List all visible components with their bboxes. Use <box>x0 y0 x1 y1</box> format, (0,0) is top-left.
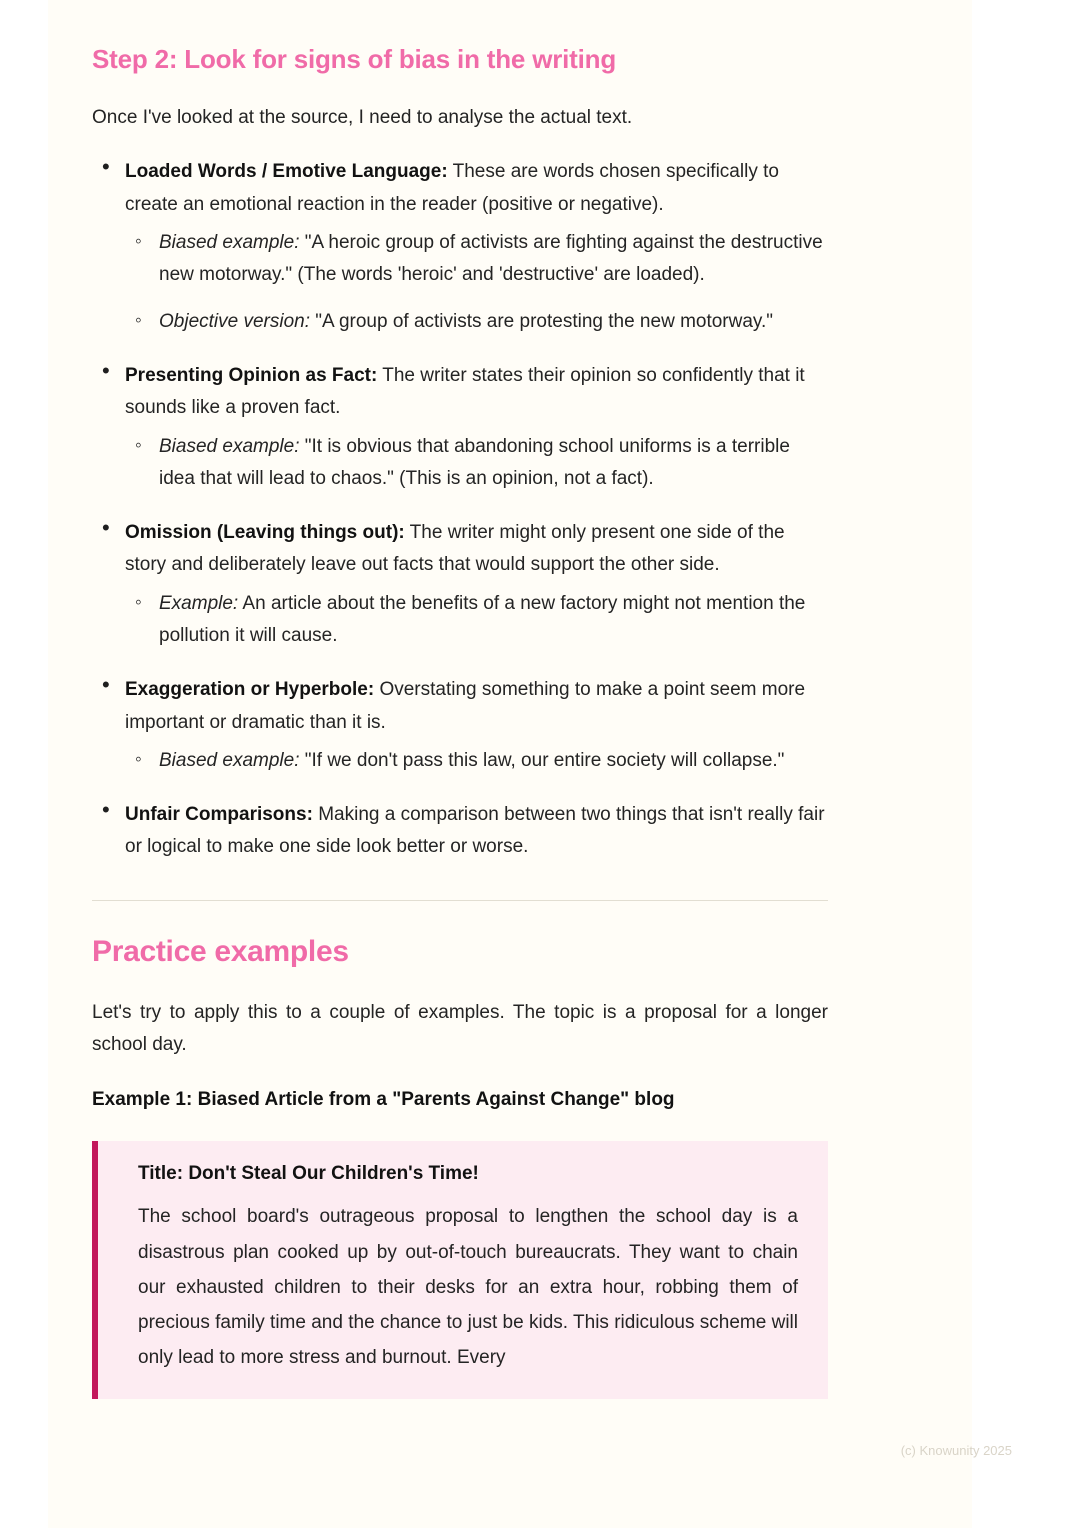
right-margin <box>972 0 1080 1528</box>
sub-item-text: "It is obvious that abandoning school uniforms is a terrible idea that will lead to chaos." (This is an opinion, not a fact). <box>159 435 790 489</box>
quote-title: Title: Don't Steal Our Children's Time! <box>138 1163 479 1185</box>
bias-item-term: Unfair Comparisons: <box>125 804 313 826</box>
list-item <box>92 360 828 495</box>
section-divider <box>92 900 828 901</box>
document-content <box>92 44 828 1399</box>
list-item <box>92 799 828 864</box>
bias-sub-list <box>125 227 828 338</box>
bias-sub-list <box>125 588 828 653</box>
list-item <box>125 588 828 653</box>
bias-item-body: The writer states their opinion so confidently that it sounds like a proven fact. <box>125 364 805 419</box>
watermark: (c) Knowunity 2025 <box>900 1443 1012 1458</box>
bias-item-text <box>125 674 828 739</box>
bias-item-body: Overstating something to make a point seem more important or dramatic than it is. <box>125 679 806 733</box>
sub-item-label: Example: <box>159 592 239 614</box>
bias-signs-list <box>92 156 828 863</box>
bias-item-term: Presenting Opinion as Fact: <box>125 364 378 386</box>
step-heading: Step 2: Look for signs of bias in the writing <box>92 44 617 74</box>
bias-item-term: Loaded Words / Emotive Language: <box>125 161 448 183</box>
list-item <box>125 306 828 338</box>
list-item <box>92 517 828 652</box>
quote-body: The school board's outrageous proposal to lengthen the school day is a disastrous plan cooked up by out-of-touch bureaucrats. They want to chain our exhausted children to their desks for an extra hour, robbing them of precious family time and the chance to just be kids. This ridiculous scheme will only lead to more stress and burnout. Every <box>138 1206 798 1368</box>
list-item <box>125 745 828 777</box>
practice-heading: Practice examples <box>92 934 349 968</box>
bias-sub-list <box>125 745 828 777</box>
sub-item-label: Biased example: <box>159 749 300 771</box>
bias-item-text <box>125 156 828 221</box>
bias-item-body: The writer might only present one side of the story and deliberately leave out facts that would support the other side. <box>125 522 785 576</box>
sub-item-label: Objective version: <box>159 310 311 332</box>
sub-item-label: Biased example: <box>159 435 300 457</box>
bias-sub-list <box>125 431 828 496</box>
quote-block <box>92 1141 828 1399</box>
example-label: Example 1: Biased Article from a "Parents Against Change" blog <box>92 1089 675 1111</box>
left-margin <box>0 0 48 1528</box>
sub-item-text: "A group of activists are protesting the new motorway." <box>310 310 774 332</box>
list-item <box>125 227 828 292</box>
practice-intro-paragraph: Let's try to apply this to a couple of examples. The topic is a proposal for a longer school day. <box>92 1001 828 1056</box>
step-intro-paragraph: Once I've looked at the source, I need to analyse the actual text. <box>92 107 633 128</box>
bias-item-text <box>125 517 828 582</box>
bias-item-term: Exaggeration or Hyperbole: <box>125 679 375 701</box>
list-item <box>92 156 828 337</box>
sub-item-text: "If we don't pass this law, our entire society will collapse." <box>299 749 785 771</box>
sub-item-text: An article about the benefits of a new factory might not mention the pollution it will cause. <box>159 592 806 646</box>
bias-item-body: These are words chosen specifically to create an emotional reaction in the reader (positive or negative). <box>125 161 779 215</box>
bias-item-text <box>125 360 828 425</box>
list-item <box>92 674 828 777</box>
bias-item-text <box>125 799 828 864</box>
list-item <box>125 431 828 496</box>
bias-item-term: Omission (Leaving things out): <box>125 522 405 544</box>
sub-item-text: "A heroic group of activists are fighting against the destructive new motorway." (The words 'heroic' and 'destructive' are loaded). <box>159 232 823 286</box>
sub-item-label: Biased example: <box>159 232 300 254</box>
bias-item-body: Making a comparison between two things that isn't really fair or logical to make one side look better or worse. <box>125 804 825 858</box>
